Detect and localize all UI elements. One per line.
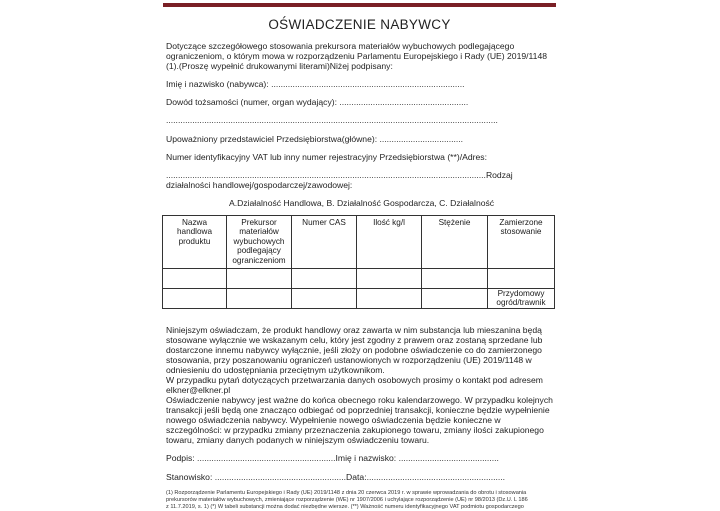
declaration-line: dostarczone innemu nabywcy wyłącznie, jeśli złoży on podobne oświadczenie co do zamierzonego [166,345,542,355]
table-header: Numer CAS [292,216,357,269]
activity-label: działalności handlowej/gospodarczej/zawodowej: [166,180,353,190]
table-cell[interactable] [163,289,227,309]
declaration-line: szczególności: w przypadku zmiany przeznaczenia zakupionego towaru, zmiany ilości zakupionego [166,425,544,435]
position-date-field[interactable]: Stanowisko: .......................................................Data:.......................................................... [166,472,506,482]
footnote-line: z 11.7.2019, s. 1) (*) W tabeli substancji można dodać niezbędne wiersze. (**) Ważność numeru identyfikacyjnego VAT podmiotu gospodarczego [166,504,524,510]
activity-options: A.Działalność Handlowa, B. Działalność Gospodarcza, C. Działalność [229,198,495,208]
declaration-line: Niniejszym oświadczam, że produkt handlowy oraz zawarta w nim substancja lub mieszanina będą [166,325,542,335]
table-cell[interactable] [357,269,422,289]
declaration-line: Oświadczenie nabywcy jest ważne do końca obecnego roku kalendarzowego. W przypadku kolejnych [166,395,553,405]
table-header: Prekursor materiałów wybuchowych podlegający ograniczeniom [227,216,292,269]
table-cell[interactable] [488,269,555,289]
representative-field[interactable]: Upoważniony przedstawiciel Przedsiębiorstwa(główne): ................................... [166,134,464,144]
declaration-line: W przypadku pytań dotyczących przetwarzania danych osobowych prosimy o kontakt pod adresem [166,375,543,385]
declaration-line: towaru, zmiany danych podanych w niniejszym oświadczeniu towaru. [166,435,430,445]
declaration-line: odniesieniu do udostępniania przeciętnym użytkownikom. [166,365,385,375]
table-header: Stężenie [422,216,488,269]
table-cell[interactable] [227,289,292,309]
table-cell[interactable] [163,269,227,289]
id-document-field[interactable]: Dowód tożsamości (numer, organ wydający): ...................................................... [166,97,469,107]
intro-line: Dotyczące szczegółowego stosowania prekursora materiałów wybuchowych podlegającego [166,41,515,51]
signature-field[interactable]: Podpis: ..........................................................Imię i nazwisko: .......................................... [166,453,499,463]
vat-label: Numer identyfikacyjny VAT lub inny numer rejestracyjny Przedsiębiorstwa (**)/Adres: [166,152,487,162]
contact-email: elkner@elkner.pl [166,385,231,395]
table-cell[interactable] [292,269,357,289]
table-header: Zamierzone stosowanie [488,216,555,269]
table-cell[interactable] [357,289,422,309]
blank-line-field[interactable]: ........................................................................................................................................... [166,115,498,125]
vat-address-field[interactable]: ......................................................................................................................................Rodzaj [166,170,513,180]
table-cell[interactable] [422,289,488,309]
intro-line: (1).(Proszę wypełnić drukowanymi literami)Niżej podpisany: [166,61,393,71]
intro-line: ograniczeniom, o którym mowa w rozporządzeniu Parlamentu Europejskiego i Rady (UE) 2019/1148 [166,51,548,61]
document-title: OŚWIADCZENIE NABYWCY [268,17,451,32]
header-bar [163,3,556,7]
table-header-row [163,216,555,269]
table-cell[interactable]: Przydomowy ogród/trawnik [488,289,555,309]
table-cell[interactable] [227,269,292,289]
table-cell[interactable] [422,269,488,289]
table-row [163,269,555,289]
footnote-line: (1) Rozporządzenie Parlamentu Europejskiego i Rady (UE) 2019/1148 z dnia 20 czerwca 2019 r. w sprawie wprowadzania do obrotu i stosowania [166,490,527,496]
table-row [163,289,555,309]
footnote-line: prekursorów materiałów wybuchowych, zmieniające rozporządzenie (WE) nr 1907/2006 i uchylające rozporządzenie (UE) nr 98/2013 (Dz.U. L 186 [166,497,528,503]
table-header: Ilość kg/l [357,216,422,269]
declaration-line: stosowane wyłącznie we wskazanym celu, który jest zgodny z prawem oraz zostaną sprzedane lub [166,335,543,345]
product-table [162,215,555,309]
declaration-line: nowego oświadczenia nabywcy. Wypełnienie nowego oświadczenia będzie konieczne w [166,415,501,425]
declaration-line: stosowania, przy poszanowaniu ograniczeń ustanowionych w rozporządzeniu (UE) 2019/1148 w [166,355,532,365]
table-cell[interactable] [292,289,357,309]
table-header: Nazwa handlowa produktu [163,216,227,269]
buyer-name-field[interactable]: Imię i nazwisko (nabywca): ................................................................................. [166,79,465,89]
declaration-line: transakcji jeśli będą one znacząco odbiegać od poprzedniej transakcji, konieczne będzie wypełnienie [166,405,550,415]
